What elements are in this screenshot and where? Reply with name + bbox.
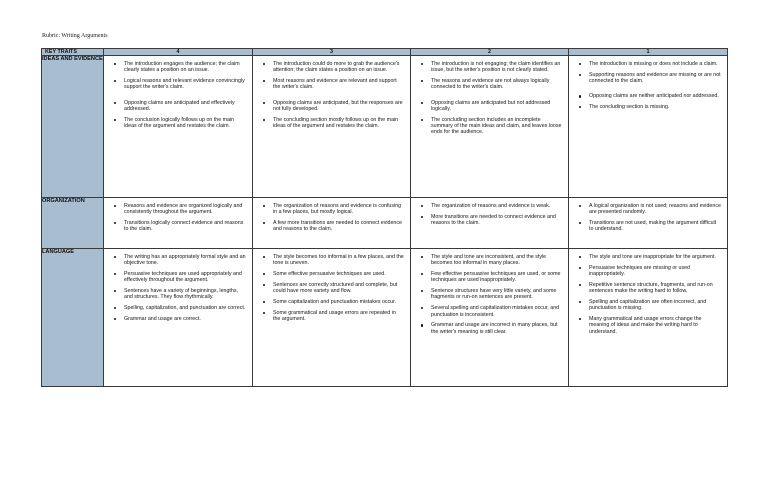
row-language (42, 249, 728, 387)
header-key-traits: KEY TRAITS (42, 49, 104, 56)
criterion: Opposing claims are anticipated and effectively addressed. (124, 100, 246, 113)
criterion: The introduction is not engaging; the claim identifies an issue, but the writer's position is not clearly stated. (431, 61, 561, 74)
header-score-2: 2 (411, 49, 569, 56)
cell-organization-3 (253, 198, 411, 249)
criterion: Transitions logically connect evidence and reasons to the claim. (124, 220, 246, 233)
cell-language-3 (253, 249, 411, 387)
row-ideas-and-evidence (42, 56, 728, 198)
criterion: Several spelling and capitalization mistakes occur, and punctuation is inconsistent. (431, 305, 562, 318)
criterion: The concluding section mostly follows up on the main ideas of the argument and restates the claim. (273, 117, 404, 130)
criterion: More transitions are needed to connect evidence and reasons to the claim. (431, 214, 562, 227)
header-score-4: 4 (104, 49, 253, 56)
criterion: The style and tone are inappropriate for the argument. (589, 254, 721, 260)
criterion: The introduction is missing or does not include a claim. (589, 61, 721, 67)
header-score-3: 3 (253, 49, 411, 56)
criterion: Sentences have a variety of beginnings, lengths, and structures. They flow rhythmically. (124, 288, 246, 301)
cell-language-2 (411, 249, 569, 387)
criterion: The reasons and evidence are not always logically connected to the writer's claim. (431, 78, 562, 91)
criterion: Spelling, capitalization, and punctuation are correct. (124, 305, 246, 312)
criterion: Persuasive techniques are used appropriately and effectively throughout the argument. (124, 271, 246, 284)
criterion: The organization of reasons and evidence is weak. (431, 203, 562, 209)
criterion: The concluding section includes an incomplete summary of the main ideas and claim, and leaves loose ends for the audience. (431, 116, 562, 136)
trait-language: LANGUAGE (42, 249, 104, 387)
criterion: The writing has an appropriately formal style and an objective tone. (124, 254, 246, 267)
criterion: Transitions are not used, making the argument difficult to understand. (589, 220, 721, 233)
cell-language-1 (569, 249, 728, 387)
trait-organization: ORGANIZATION (42, 198, 104, 249)
criterion: A logical organization is not used; reasons and evidence are presented randomly. (589, 203, 721, 216)
header-score-1: 1 (569, 49, 728, 56)
criterion: Sentence structures have very little variety, and some fragments or run-on sentences are present. (431, 288, 562, 301)
cell-ideas-2 (411, 56, 569, 198)
cell-ideas-4 (104, 56, 253, 198)
cell-language-4 (104, 249, 253, 387)
criterion: Sentences are correctly structured and complete, but could have more variety and flow. (273, 282, 404, 295)
trait-ideas-and-evidence: IDEAS AND EVIDENCE (42, 56, 104, 198)
criterion: The organization of reasons and evidence is confusing in a few places, but mostly logical. (273, 203, 404, 216)
criterion: The conclusion logically follows up on the main ideas of the argument and restates the claim. (124, 117, 246, 130)
criterion: The style and tone are inconsistent, and the style becomes too informal in many places. (431, 254, 562, 267)
criterion: Supporting reasons and evidence are missing or are not connected to the claim. (589, 71, 721, 85)
criterion: Most reasons and evidence are relevant and support the writer's claim. (273, 78, 404, 91)
criterion: The concluding section is missing. (589, 104, 721, 110)
criterion: Grammar and usage are correct. (124, 316, 246, 322)
cell-ideas-3 (253, 56, 411, 198)
cell-organization-1 (569, 198, 728, 249)
criterion: Opposing claims are anticipated, but the responses are not fully developed. (273, 99, 403, 112)
criterion: The introduction engages the audience; the claim clearly states a position on an issue. (124, 61, 246, 74)
criterion: Some capitalization and punctuation mistakes occur. (273, 299, 404, 305)
criterion: The style becomes too informal in a few places, and the tone is uneven. (273, 254, 404, 267)
document-title: Rubric: Writing Arguments (42, 33, 108, 39)
cell-ideas-1 (569, 56, 728, 198)
criterion: Opposing claims are neither anticipated nor addressed. (589, 93, 721, 99)
criterion: Some effective persuasive techniques are used. (273, 271, 404, 277)
criterion: The introduction could do more to grab the audience's attention; the claim states a position on an issue. (273, 61, 404, 74)
criterion: Repetitive sentence structure, fragments, and run-on sentences make the writing hard to follow. (589, 282, 721, 295)
cell-organization-4 (104, 198, 253, 249)
criterion: Opposing claims are anticipated but not addressed logically. (431, 100, 562, 113)
criterion: Spelling and capitalization are often incorrect, and punctuation is missing. (589, 299, 721, 312)
criterion: Many grammatical and usage errors change the meaning of ideas and make the writing hard to understand. (589, 316, 721, 335)
rubric-table (41, 48, 728, 387)
row-organization (42, 198, 728, 249)
criterion: Grammar and usage are incorrect in many places, but the writer's meaning is still clear. (431, 322, 562, 335)
header-row (42, 49, 728, 56)
cell-organization-2 (411, 198, 569, 249)
criterion: Some grammatical and usage errors are repeated in the argument. (273, 310, 404, 323)
criterion: Few effective persuasive techniques are used, or some techniques are used inappropriately. (431, 271, 561, 284)
criterion: A few more transitions are needed to connect evidence and reasons to the claim. (273, 220, 404, 233)
criterion: Reasons and evidence are organized logically and consistently throughout the argument. (124, 203, 246, 216)
criterion: Persuasive techniques are missing or used inappropriately. (589, 265, 721, 278)
criterion: Logical reasons and relevant evidence convincingly support the writer's claim. (124, 78, 245, 91)
